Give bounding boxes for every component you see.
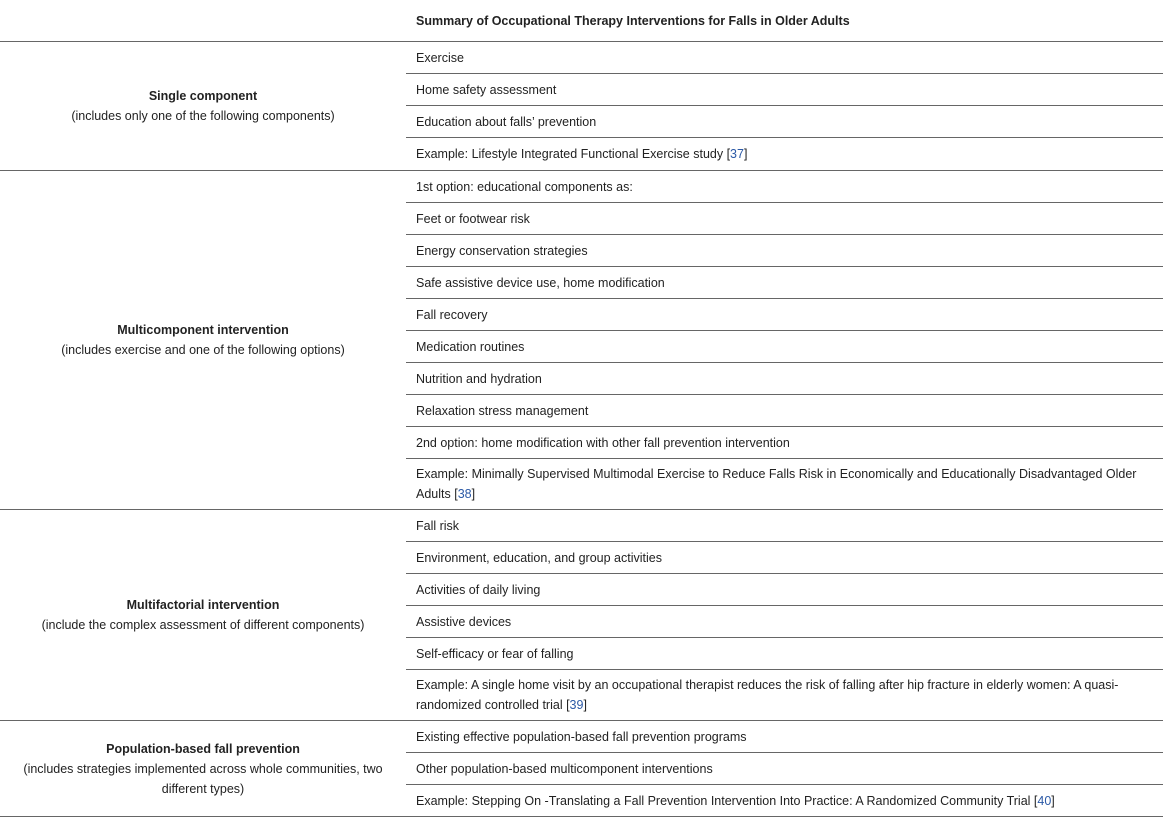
item-cell: [406, 427, 1163, 459]
item-cell: [406, 171, 1163, 203]
group-title: Multifactorial intervention: [126, 598, 280, 612]
item-cell: [406, 74, 1163, 106]
group-title: Single component: [148, 89, 258, 103]
item-text: Home safety assessment: [416, 82, 557, 97]
item-cell: [406, 542, 1163, 574]
group-cell-multifactorial: [0, 510, 406, 721]
item-cell: [406, 395, 1163, 427]
group-description: (include the complex assessment of different components): [41, 618, 365, 632]
item-cell: [406, 363, 1163, 395]
item-text: Example: Lifestyle Integrated Functional Exercise study [: [416, 147, 731, 161]
item-text: Activities of daily living: [416, 582, 541, 597]
item-text: Assistive devices: [416, 614, 512, 629]
table-header-row: [0, 0, 1163, 42]
item-cell: [406, 331, 1163, 363]
item-text: Environment, education, and group activities: [416, 550, 662, 565]
table-row: [0, 721, 1163, 753]
item-cell: [406, 235, 1163, 267]
item-text: Medication routines: [416, 339, 525, 354]
item-cell: [406, 203, 1163, 235]
item-text: Energy conservation strategies: [416, 243, 588, 258]
item-text: Nutrition and hydration: [416, 371, 542, 386]
item-text: Other population-based multicomponent interventions: [416, 761, 713, 776]
item-cell: [406, 299, 1163, 331]
item-text-suffix: ]: [743, 147, 748, 161]
item-text: Example: Minimally Supervised Multimodal Exercise to Reduce Falls Risk in Economically and Educationally Disadvantaged Older Adults [: [416, 467, 1137, 501]
item-cell: [406, 606, 1163, 638]
item-text: Exercise: [416, 50, 464, 65]
item-cell: [406, 721, 1163, 753]
item-cell: [406, 785, 1163, 817]
reference-link-39[interactable]: 39: [569, 698, 584, 712]
item-cell: [406, 106, 1163, 138]
table-row: [0, 42, 1163, 74]
item-cell: [406, 42, 1163, 74]
item-cell: [406, 510, 1163, 542]
item-text: Example: A single home visit by an occupational therapist reduces the risk of falling after hip fracture in elderly women: A quasi-randomized controlled trial [: [416, 678, 1119, 712]
item-cell: [406, 267, 1163, 299]
item-text: Feet or footwear risk: [416, 211, 530, 226]
item-text: Existing effective population-based fall prevention programs: [416, 729, 747, 744]
item-text: Relaxation stress management: [416, 403, 589, 418]
item-cell: [406, 138, 1163, 171]
group-description: (includes strategies implemented across whole communities, two different types): [23, 761, 383, 796]
item-text: Fall risk: [416, 518, 460, 533]
item-text: 1st option: educational components as:: [416, 179, 633, 194]
table-row: [0, 510, 1163, 542]
reference-link-37[interactable]: 37: [730, 147, 744, 161]
item-cell: [406, 670, 1163, 721]
group-cell-single-component: [0, 42, 406, 171]
item-text-suffix: ]: [471, 487, 476, 501]
item-text: Self-efficacy or fear of falling: [416, 646, 574, 661]
table-title: Summary of Occupational Therapy Interventions for Falls in Older Adults: [406, 0, 1163, 42]
item-text-suffix: ]: [1051, 793, 1055, 808]
group-description: (includes exercise and one of the following options): [61, 343, 345, 357]
item-text: Education about falls’ prevention: [416, 114, 597, 129]
item-cell: [406, 753, 1163, 785]
item-cell: [406, 459, 1163, 510]
group-title: Population-based fall prevention: [106, 741, 300, 756]
item-text: Example: Stepping On -Translating a Fall Prevention Intervention Into Practice: A Randomized Community Trial [: [416, 793, 1038, 808]
item-text: Safe assistive device use, home modification: [416, 275, 665, 290]
item-cell: [406, 638, 1163, 670]
reference-link-38[interactable]: 38: [457, 487, 472, 501]
group-cell-multicomponent: [0, 171, 406, 510]
group-description: (includes only one of the following components): [71, 109, 335, 123]
group-title: Multicomponent intervention: [117, 323, 289, 337]
item-text-suffix: ]: [583, 698, 587, 712]
group-cell-population-based: [0, 721, 406, 817]
reference-link-40[interactable]: 40: [1037, 793, 1052, 808]
item-cell: [406, 574, 1163, 606]
item-text: 2nd option: home modification with other fall prevention intervention: [416, 435, 790, 450]
item-text: Fall recovery: [416, 307, 488, 322]
table-row: [0, 171, 1163, 203]
header-blank-cell: [0, 0, 406, 42]
